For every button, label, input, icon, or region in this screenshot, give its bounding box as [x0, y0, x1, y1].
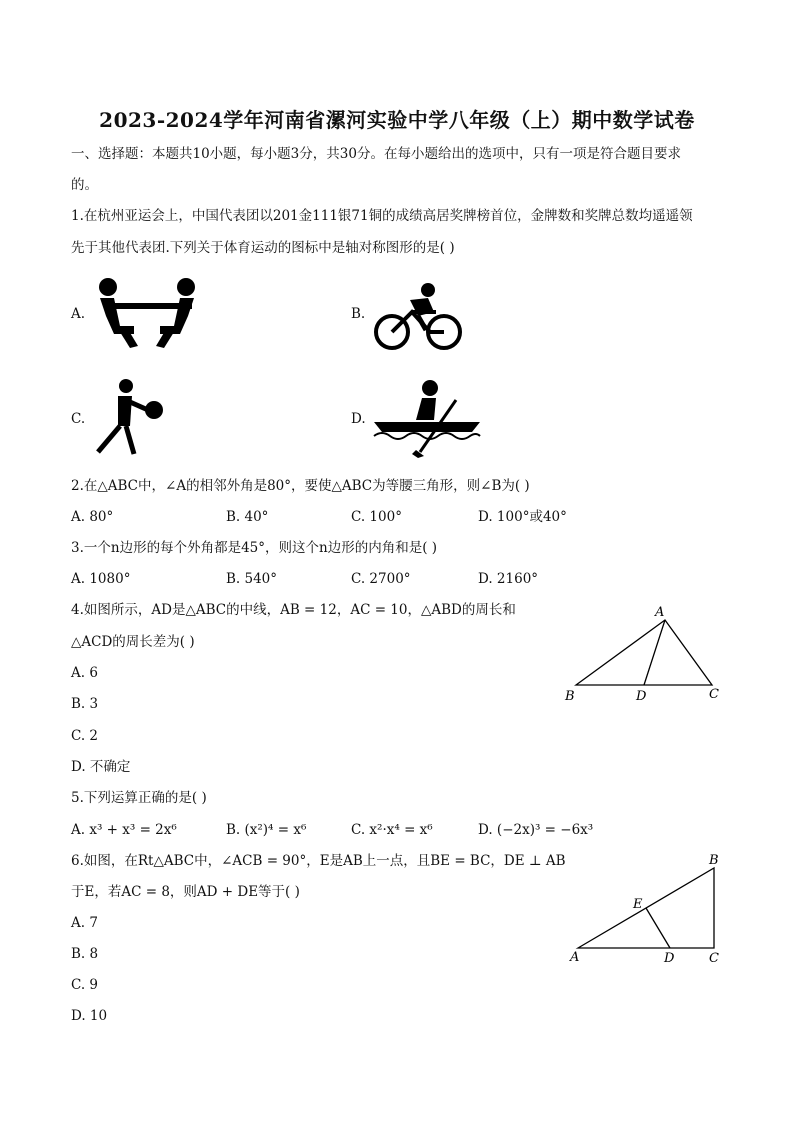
q4-stem-line2: △ACD的周长差为( ) [71, 634, 195, 650]
q2-option-c: C. 100° [351, 509, 402, 525]
q4-label-d: D [636, 689, 647, 704]
q4-option-a: A. 6 [71, 665, 98, 681]
q3-option-b: B. 540° [226, 571, 278, 587]
q1-option-b-label: B. [351, 306, 366, 322]
q4-stem-line1: 4.如图所示，AD是△ABC的中线，AB = 12，AC = 10，△ABD的周长和 [71, 602, 516, 618]
tug-of-war-icon [94, 276, 202, 352]
q3-option-c: C. 2700° [351, 571, 411, 587]
q4-option-d: D. 不确定 [71, 759, 131, 775]
q2-option-a: A. 80° [71, 509, 114, 525]
q2-option-b: B. 40° [226, 509, 269, 525]
q6-option-a: A. 7 [71, 915, 98, 931]
q6-option-b: B. 8 [71, 946, 99, 962]
q4-triangle-figure [560, 600, 730, 706]
rowing-icon [372, 378, 484, 458]
q1-stem-line1: 1.在杭州亚运会上，中国代表团以201金111银71铜的成绩高居奖牌榜首位，金牌数和奖牌总数均遥遥领 [71, 208, 693, 224]
q6-label-d: D [664, 951, 675, 966]
q4-label-c: C [709, 687, 719, 702]
q2-option-d: D. 100°或40° [478, 509, 567, 525]
section-heading-line2: 的。 [71, 177, 98, 193]
q5-option-d: D. (−2x)³ = −6x³ [478, 822, 594, 838]
q3-stem: 3.一个n边形的每个外角都是45°，则这个n边形的内角和是( ) [71, 540, 438, 556]
cycling-icon [370, 282, 466, 354]
q5-option-a: A. x³ + x³ = 2x⁶ [71, 822, 177, 838]
q5-stem: 5.下列运算正确的是( ) [71, 790, 207, 806]
q6-label-b: B [709, 853, 719, 868]
q4-option-c: C. 2 [71, 728, 99, 744]
q6-stem-line1: 6.如图，在Rt△ABC中，∠ACB = 90°，E是AB上一点，且BE = BC，DE ⊥ AB [71, 853, 566, 869]
q5-option-b: B. (x²)⁴ = x⁶ [226, 822, 307, 838]
page-title: 2023-2024学年河南省漯河实验中学八年级（上）期中数学试卷 [99, 108, 695, 132]
q6-label-a: A [570, 950, 580, 965]
q1-option-d-label: D. [351, 411, 366, 427]
q3-option-a: A. 1080° [71, 571, 131, 587]
ball-throw-icon [92, 378, 164, 458]
q6-label-e: E [633, 897, 643, 912]
q1-option-c-label: C. [71, 411, 86, 427]
q6-right-triangle-figure [562, 850, 732, 968]
q5-option-c: C. x²·x⁴ = x⁶ [351, 822, 433, 838]
q3-option-d: D. 2160° [478, 571, 539, 587]
section-heading-line1: 一、选择题：本题共10小题，每小题3分，共30分。在每小题给出的选项中，只有一项是符合题目要求 [71, 146, 681, 162]
q4-label-a: A [655, 605, 665, 620]
q4-option-b: B. 3 [71, 696, 99, 712]
q6-option-d: D. 10 [71, 1008, 108, 1024]
q6-stem-line2: 于E，若AC = 8，则AD + DE等于( ) [71, 884, 300, 900]
q6-label-c: C [709, 951, 719, 966]
q1-option-a-label: A. [71, 306, 86, 322]
q2-stem: 2.在△ABC中，∠A的相邻外角是80°，要使△ABC为等腰三角形，则∠B为( ) [71, 478, 530, 494]
q1-stem-line2: 先于其他代表团.下列关于体育运动的图标中是轴对称图形的是( ) [71, 240, 455, 256]
q6-option-c: C. 9 [71, 977, 99, 993]
q4-label-b: B [565, 689, 575, 704]
